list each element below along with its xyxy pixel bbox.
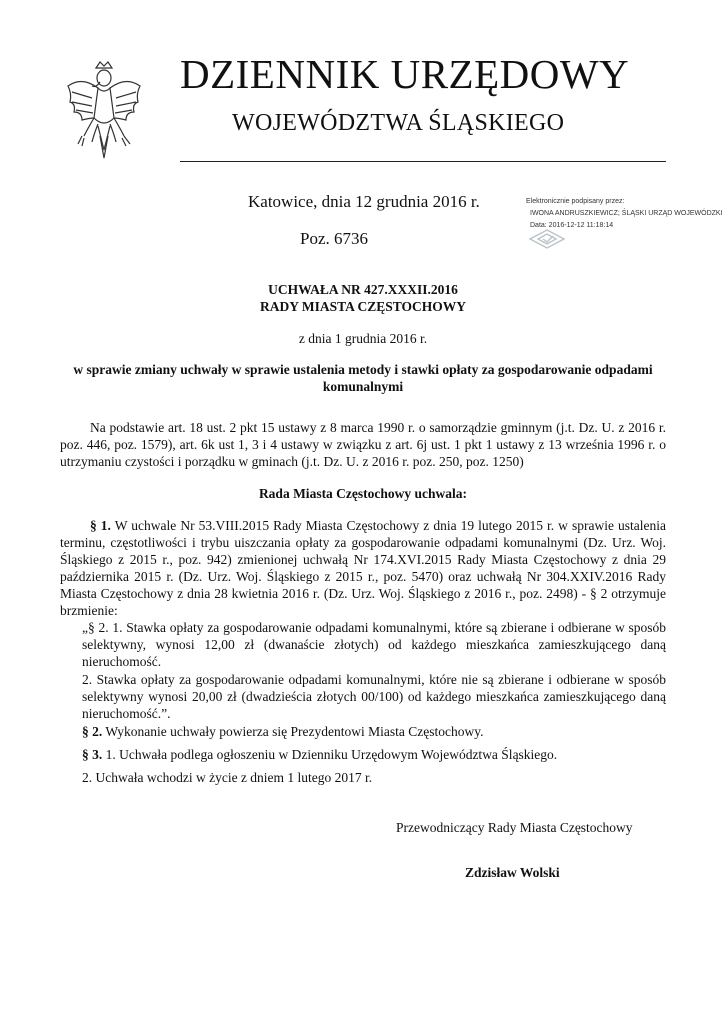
resolution-issuer: RADY MIASTA CZĘSTOCHOWY (259, 299, 467, 314)
eagle-emblem-icon (62, 58, 146, 168)
journal-subtitle: WOJEWÓDZTWA ŚLĄSKIEGO (232, 110, 565, 136)
council-resolves-heading: Rada Miasta Częstochowy uchwala: (258, 486, 468, 501)
section-2-label: § 2. (82, 724, 103, 739)
resolution-subject: w sprawie zmiany uchwały w sprawie ustalenia metody i stawki opłaty za gospodarowanie odpadami komunalnymi (73, 362, 653, 394)
legal-basis-paragraph: Na podstawie art. 18 ust. 2 pkt 15 ustawy z 8 marca 1990 r. o samorządzie gminnym (j.t. Dz. U. z 2016 r. poz. 446, poz. 1579), art. 6k ust 1, 3 i 4 ustawy w związku z art. 6j ust. 1 pkt 1 ustawy z 13 września 1996 r. o utrzymaniu czystości i porządku w gminach (j.t. Dz. U. z 2016 r. poz. 250, poz. 1250) (60, 420, 666, 469)
place-and-date: Katowice, dnia 12 grudnia 2016 r. (248, 192, 480, 211)
esig-date: Data: 2016-12-12 11:18:14 (530, 222, 614, 229)
electronic-signature-box (526, 196, 725, 232)
resolution-heading (60, 281, 666, 315)
section-2-text: Wykonanie uchwały powierza się Prezydentowi Miasta Częstochowy. (102, 724, 484, 739)
quoted-paragraph-1: „§ 2. 1. Stawka opłaty za gospodarowanie odpadami komunalnymi, które są zbierane i odbierane w sposób selektywny, wynosi 12,00 zł (dwanaście złotych) od każdego mieszkańca zamieszkującego daną nieruchomość. (82, 620, 666, 669)
resolution-number: UCHWAŁA NR 427.XXXII.2016 (268, 282, 458, 297)
signatory-role: Przewodniczący Rady Miasta Częstochowy (396, 820, 633, 835)
signature-check-icon (528, 228, 566, 250)
section-1-text: W uchwale Nr 53.VIII.2015 Rady Miasta Częstochowy z dnia 19 lutego 2015 r. w sprawie ustalenia terminu, częstotliwości i trybu uiszczania opłaty za gospodarowanie odpadami komunalnymi (Dz. Urz. Woj. Śląskiego z 2015 r., poz. 942) zmienionej uchwałą Nr 174.XVI.2015 Rady Miasta Częstochowy z dnia 29 października 2015 r. (Dz. Urz. Woj. Śląskiego z 2015 r., poz. 5470) oraz uchwałą Nr 304.XXIV.2016 Rady Miasta Częstochowy z dnia 28 kwietnia 2016 r. (Dz. Urz. Woj. Śląskiego z 2016 r., poz. 2498) - § 2 otrzymuje brzmienie: (60, 518, 666, 618)
signatory-name: Zdzisław Wolski (465, 865, 560, 880)
section-3-label: § 3. (82, 747, 103, 762)
position-number: Poz. 6736 (300, 229, 368, 248)
section-1-paragraph (60, 517, 666, 619)
resolution-date: z dnia 1 grudnia 2016 r. (298, 331, 428, 346)
section-1-label: § 1. (90, 518, 111, 533)
section-3-item-2: 2. Uchwała wchodzi w życie z dniem 1 lutego 2017 r. (82, 770, 373, 785)
section-3-paragraph (60, 746, 666, 763)
section-3-text: 1. Uchwała podlega ogłoszeniu w Dzienniku Urzędowym Województwa Śląskiego. (102, 747, 558, 762)
esig-signer: IWONA ANDRUSZKIEWICZ; ŚLĄSKI URZĄD WOJEWÓDZKI (530, 210, 723, 217)
header-divider (180, 161, 666, 162)
quoted-paragraph-2: 2. Stawka opłaty za gospodarowanie odpadami komunalnymi, które nie są zbierane i odbierane w sposób selektywny wynosi 20,00 zł (dwadzieścia złotych 00/100) od każdego mieszkańca zamieszkującego daną nieruchomość.”. (82, 672, 666, 721)
section-2-paragraph (60, 723, 666, 740)
journal-title: DZIENNIK URZĘDOWY (180, 51, 630, 97)
esig-label: Elektronicznie podpisany przez: (526, 198, 625, 205)
